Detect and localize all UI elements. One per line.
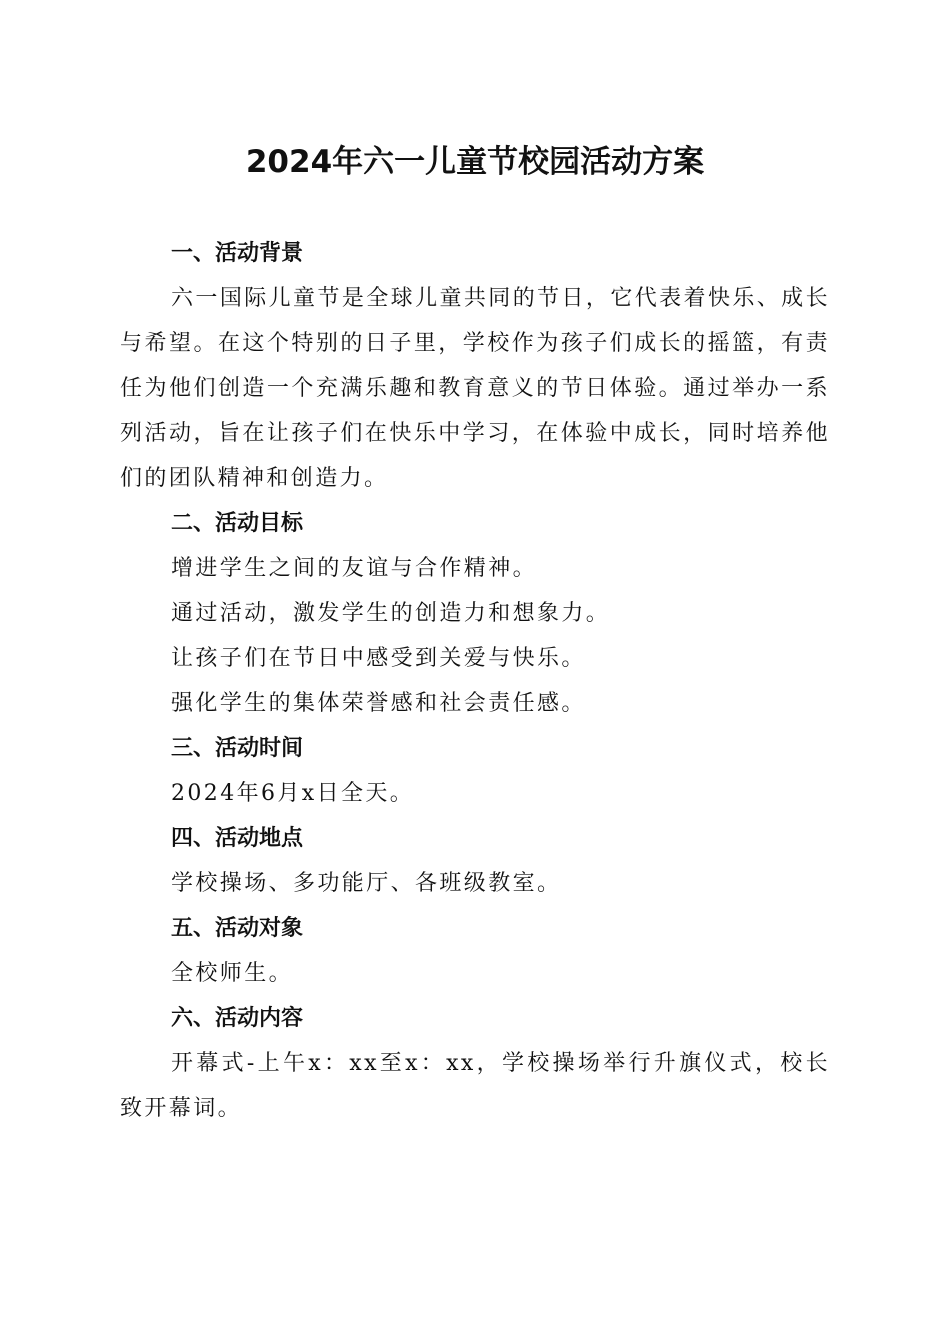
time-text: 2024年6月x日全天。 [171, 781, 415, 806]
document-title: 2024年六一儿童节校园活动方案 [245, 144, 705, 180]
goal-item: 增进学生之间的友谊与合作精神。 [171, 556, 538, 581]
location-text: 学校操场、多功能厅、各班级教室。 [171, 871, 562, 896]
section-heading-participants: 五、活动对象 [171, 916, 304, 941]
content-paragraph: 开幕式-上午x：xx至x：xx，学校操场举行升旗仪式，校长致开幕词。 [120, 1051, 830, 1121]
section-heading-goals: 二、活动目标 [171, 511, 304, 536]
document-body [120, 231, 830, 1131]
section-heading-location: 四、活动地点 [171, 826, 304, 851]
goal-item: 让孩子们在节日中感受到关爱与快乐。 [171, 646, 586, 671]
participants-text: 全校师生。 [171, 961, 294, 986]
section-heading-time: 三、活动时间 [171, 736, 304, 761]
goal-item: 通过活动，激发学生的创造力和想象力。 [171, 601, 611, 626]
section-heading-background: 一、活动背景 [171, 241, 304, 266]
section-heading-content: 六、活动内容 [171, 1006, 304, 1031]
goal-item: 强化学生的集体荣誉感和社会责任感。 [171, 691, 586, 716]
background-paragraph: 六一国际儿童节是全球儿童共同的节日，它代表着快乐、成长与希望。在这个特别的日子里，学校作为孩子们成长的摇篮，有责任为他们创造一个充满乐趣和教育意义的节日体验。通过举办一系列活动，旨在让孩子们在快乐中学习，在体验中成长，同时培养他们的团队精神和创造力。 [120, 286, 830, 491]
